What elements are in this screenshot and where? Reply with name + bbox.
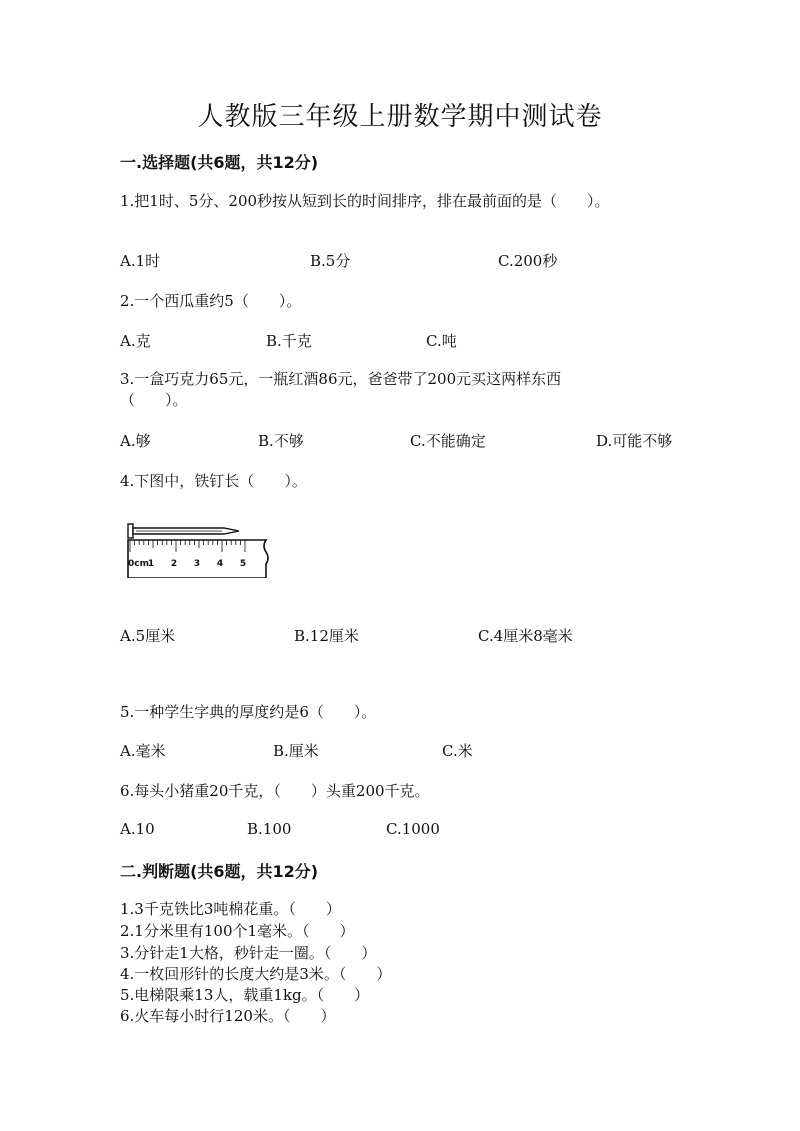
question-3-line-1: 3.一盒巧克力65元，一瓶红酒86元，爸爸带了200元买这两样东西 — [120, 370, 562, 388]
q2-option-c: C.吨 — [426, 332, 457, 350]
q3-option-a: A.够 — [120, 432, 151, 450]
q6-option-c: C.1000 — [386, 820, 440, 838]
q1-option-c: C.200秒 — [498, 252, 558, 270]
q6-option-b: B.100 — [247, 820, 292, 838]
question-3-line-2: （ ）。 — [120, 391, 188, 409]
nail-icon — [128, 524, 239, 538]
judgement-item-5: 5.电梯限乘13人，载重1kg。（ ） — [120, 986, 370, 1004]
question-4: 4.下图中，铁钉长（ ）。 — [120, 472, 307, 490]
judgement-item-3: 3.分针走1大格，秒针走一圈。（ ） — [120, 944, 377, 962]
q5-option-b: B.厘米 — [273, 742, 319, 760]
judgement-item-4: 4.一枚回形针的长度大约是3米。（ ） — [120, 965, 392, 983]
q3-option-c: C.不能确定 — [410, 432, 486, 450]
q2-option-a: A.克 — [120, 332, 151, 350]
ruler-tick-4: 4 — [216, 559, 224, 569]
q4-option-c: C.4厘米8毫米 — [478, 627, 573, 645]
ruler-tick-3: 3 — [193, 559, 201, 569]
question-2: 2.一个西瓜重约5（ ）。 — [120, 292, 302, 310]
nail-ruler-figure — [126, 522, 276, 578]
question-5: 5.一种学生字典的厚度约是6（ ）。 — [120, 703, 377, 721]
judgement-item-6: 6.火车每小时行120米。（ ） — [120, 1007, 336, 1025]
q1-option-b: B.5分 — [310, 252, 351, 270]
ruler-icon — [128, 540, 268, 578]
section-heading-judgement: 二.判断题(共6题，共12分) — [120, 862, 319, 881]
q4-option-a: A.5厘米 — [120, 627, 176, 645]
question-6: 6.每头小猪重20千克，（ ）头重200千克。 — [120, 782, 430, 800]
judgement-item-1: 1.3千克铁比3吨棉花重。（ ） — [120, 900, 341, 918]
ruler-unit-label: 0cm — [128, 559, 149, 569]
q6-option-a: A.10 — [120, 820, 155, 838]
q5-option-c: C.米 — [442, 742, 473, 760]
q3-option-b: B.不够 — [258, 432, 304, 450]
q1-option-a: A.1时 — [120, 252, 161, 270]
page-title: 人教版三年级上册数学期中测试卷 — [197, 102, 603, 132]
judgement-item-2: 2.1分米里有100个1毫米。（ ） — [120, 922, 355, 940]
q3-option-d: D.可能不够 — [596, 432, 673, 450]
ruler-tick-2: 2 — [170, 559, 178, 569]
q4-option-b: B.12厘米 — [294, 627, 359, 645]
ruler-tick-5: 5 — [239, 559, 247, 569]
question-1: 1.把1时、5分、200秒按从短到长的时间排序，排在最前面的是（ ）。 — [120, 192, 610, 210]
q2-option-b: B.千克 — [266, 332, 312, 350]
q5-option-a: A.毫米 — [120, 742, 166, 760]
section-heading-choice: 一.选择题(共6题，共12分) — [120, 153, 319, 172]
ruler-tick-1: 1 — [147, 559, 155, 569]
